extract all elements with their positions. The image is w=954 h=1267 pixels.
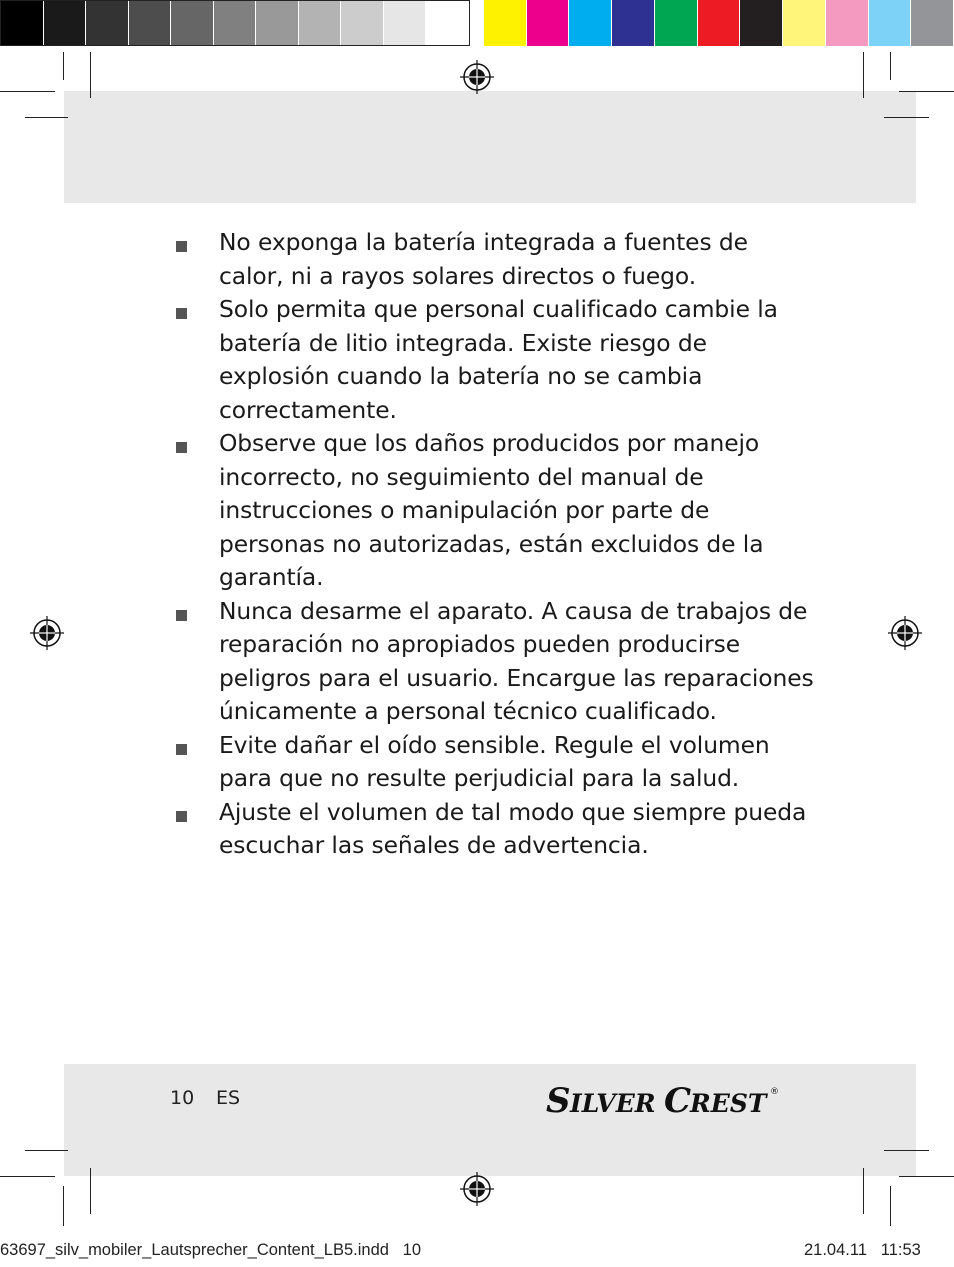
gray-swatch-8: [341, 1, 384, 45]
color-swatch-8: [826, 0, 869, 46]
list-item-text: Nunca desarme el aparato. A causa de trabajos de reparación no apropiados pueden producirse peligros para el usuario. Encargue las reparaciones únicamente a personal técnico cualificado.: [219, 596, 814, 725]
crop-mark: [899, 1176, 954, 1177]
crop-mark: [90, 52, 91, 98]
registration-mark-icon: [30, 616, 64, 650]
color-swatch-0: [484, 0, 527, 46]
list-item: [176, 427, 816, 595]
square-bullet-icon: [176, 442, 187, 453]
silvercrest-logo: [546, 1080, 780, 1116]
list-item: [176, 293, 816, 427]
square-bullet-icon: [176, 744, 187, 755]
crop-mark: [863, 1168, 864, 1214]
color-swatch-6: [740, 0, 783, 46]
color-swatch-2: [569, 0, 612, 46]
svg-text:REST: REST: [690, 1089, 767, 1116]
gray-swatch-3: [129, 1, 172, 45]
crop-mark: [0, 1176, 55, 1177]
square-bullet-icon: [176, 241, 187, 252]
registration-mark-icon: [460, 60, 494, 94]
gray-swatch-6: [256, 1, 299, 45]
color-swatch-4: [655, 0, 698, 46]
svg-text:S: S: [546, 1081, 571, 1116]
color-swatch-10: [911, 0, 954, 46]
crop-mark: [884, 117, 929, 118]
color-swatch-1: [527, 0, 570, 46]
gray-swatch-4: [171, 1, 214, 45]
color-calibration-bar: [484, 0, 954, 46]
square-bullet-icon: [176, 811, 187, 822]
crop-mark: [899, 91, 954, 92]
list-item-text: Observe que los daños producidos por manejo incorrecto, no seguimiento del manual de instrucciones o manipulación por parte de personas no autorizadas, están excluidos de la garantía.: [219, 429, 764, 591]
crop-mark: [63, 52, 64, 80]
gray-swatch-2: [86, 1, 129, 45]
gray-swatch-0: [1, 1, 44, 45]
crop-mark: [890, 52, 891, 80]
date-info: 21.04.11 11:53: [804, 1241, 921, 1259]
gray-swatch-5: [214, 1, 257, 45]
header-band: [64, 91, 916, 203]
crop-mark: [63, 1186, 64, 1226]
svg-text:®: ®: [770, 1087, 779, 1097]
list-item: [176, 796, 816, 863]
list-item-text: No exponga la batería integrada a fuentes de calor, ni a rayos solares directos o fuego.: [219, 228, 748, 290]
list-item-text: Evite dañar el oído sensible. Regule el volumen para que no resulte perjudicial para la salud.: [219, 730, 770, 792]
footer-band: [64, 1064, 916, 1176]
square-bullet-icon: [176, 610, 187, 621]
color-swatch-7: [783, 0, 826, 46]
list-item: [176, 595, 816, 729]
registration-mark-icon: [888, 616, 922, 650]
crop-mark: [890, 1186, 891, 1226]
crop-mark: [90, 1168, 91, 1214]
crop-mark: [25, 1150, 68, 1151]
svg-text:ILVER: ILVER: [570, 1089, 656, 1116]
gray-swatch-10: [426, 1, 469, 45]
color-swatch-3: [612, 0, 655, 46]
file-info: 63697_silv_mobiler_Lautsprecher_Content_LB5.indd 10: [0, 1241, 422, 1259]
language-code: ES: [216, 1087, 241, 1109]
gray-swatch-1: [44, 1, 87, 45]
square-bullet-icon: [176, 308, 187, 319]
page-number: 10: [170, 1087, 195, 1109]
gray-swatch-9: [384, 1, 427, 45]
registration-mark-icon: [460, 1172, 494, 1206]
list-item-text: Solo permita que personal cualificado cambie la batería de litio integrada. Existe riesgo de explosión cuando la batería no se cambia correctamente.: [219, 295, 778, 424]
crop-mark: [884, 1150, 929, 1151]
crop-mark: [0, 91, 55, 92]
list-item: [176, 729, 816, 796]
gray-calibration-bar: [0, 0, 470, 46]
gray-swatch-7: [299, 1, 342, 45]
list-item: [176, 226, 816, 293]
crop-mark: [25, 117, 68, 118]
crop-mark: [863, 52, 864, 98]
list-item-text: Ajuste el volumen de tal modo que siempre pueda escuchar las señales de advertencia.: [219, 797, 807, 859]
color-swatch-9: [869, 0, 912, 46]
color-swatch-5: [698, 0, 741, 46]
svg-text:C: C: [664, 1081, 692, 1116]
safety-instructions-list: [176, 226, 816, 863]
